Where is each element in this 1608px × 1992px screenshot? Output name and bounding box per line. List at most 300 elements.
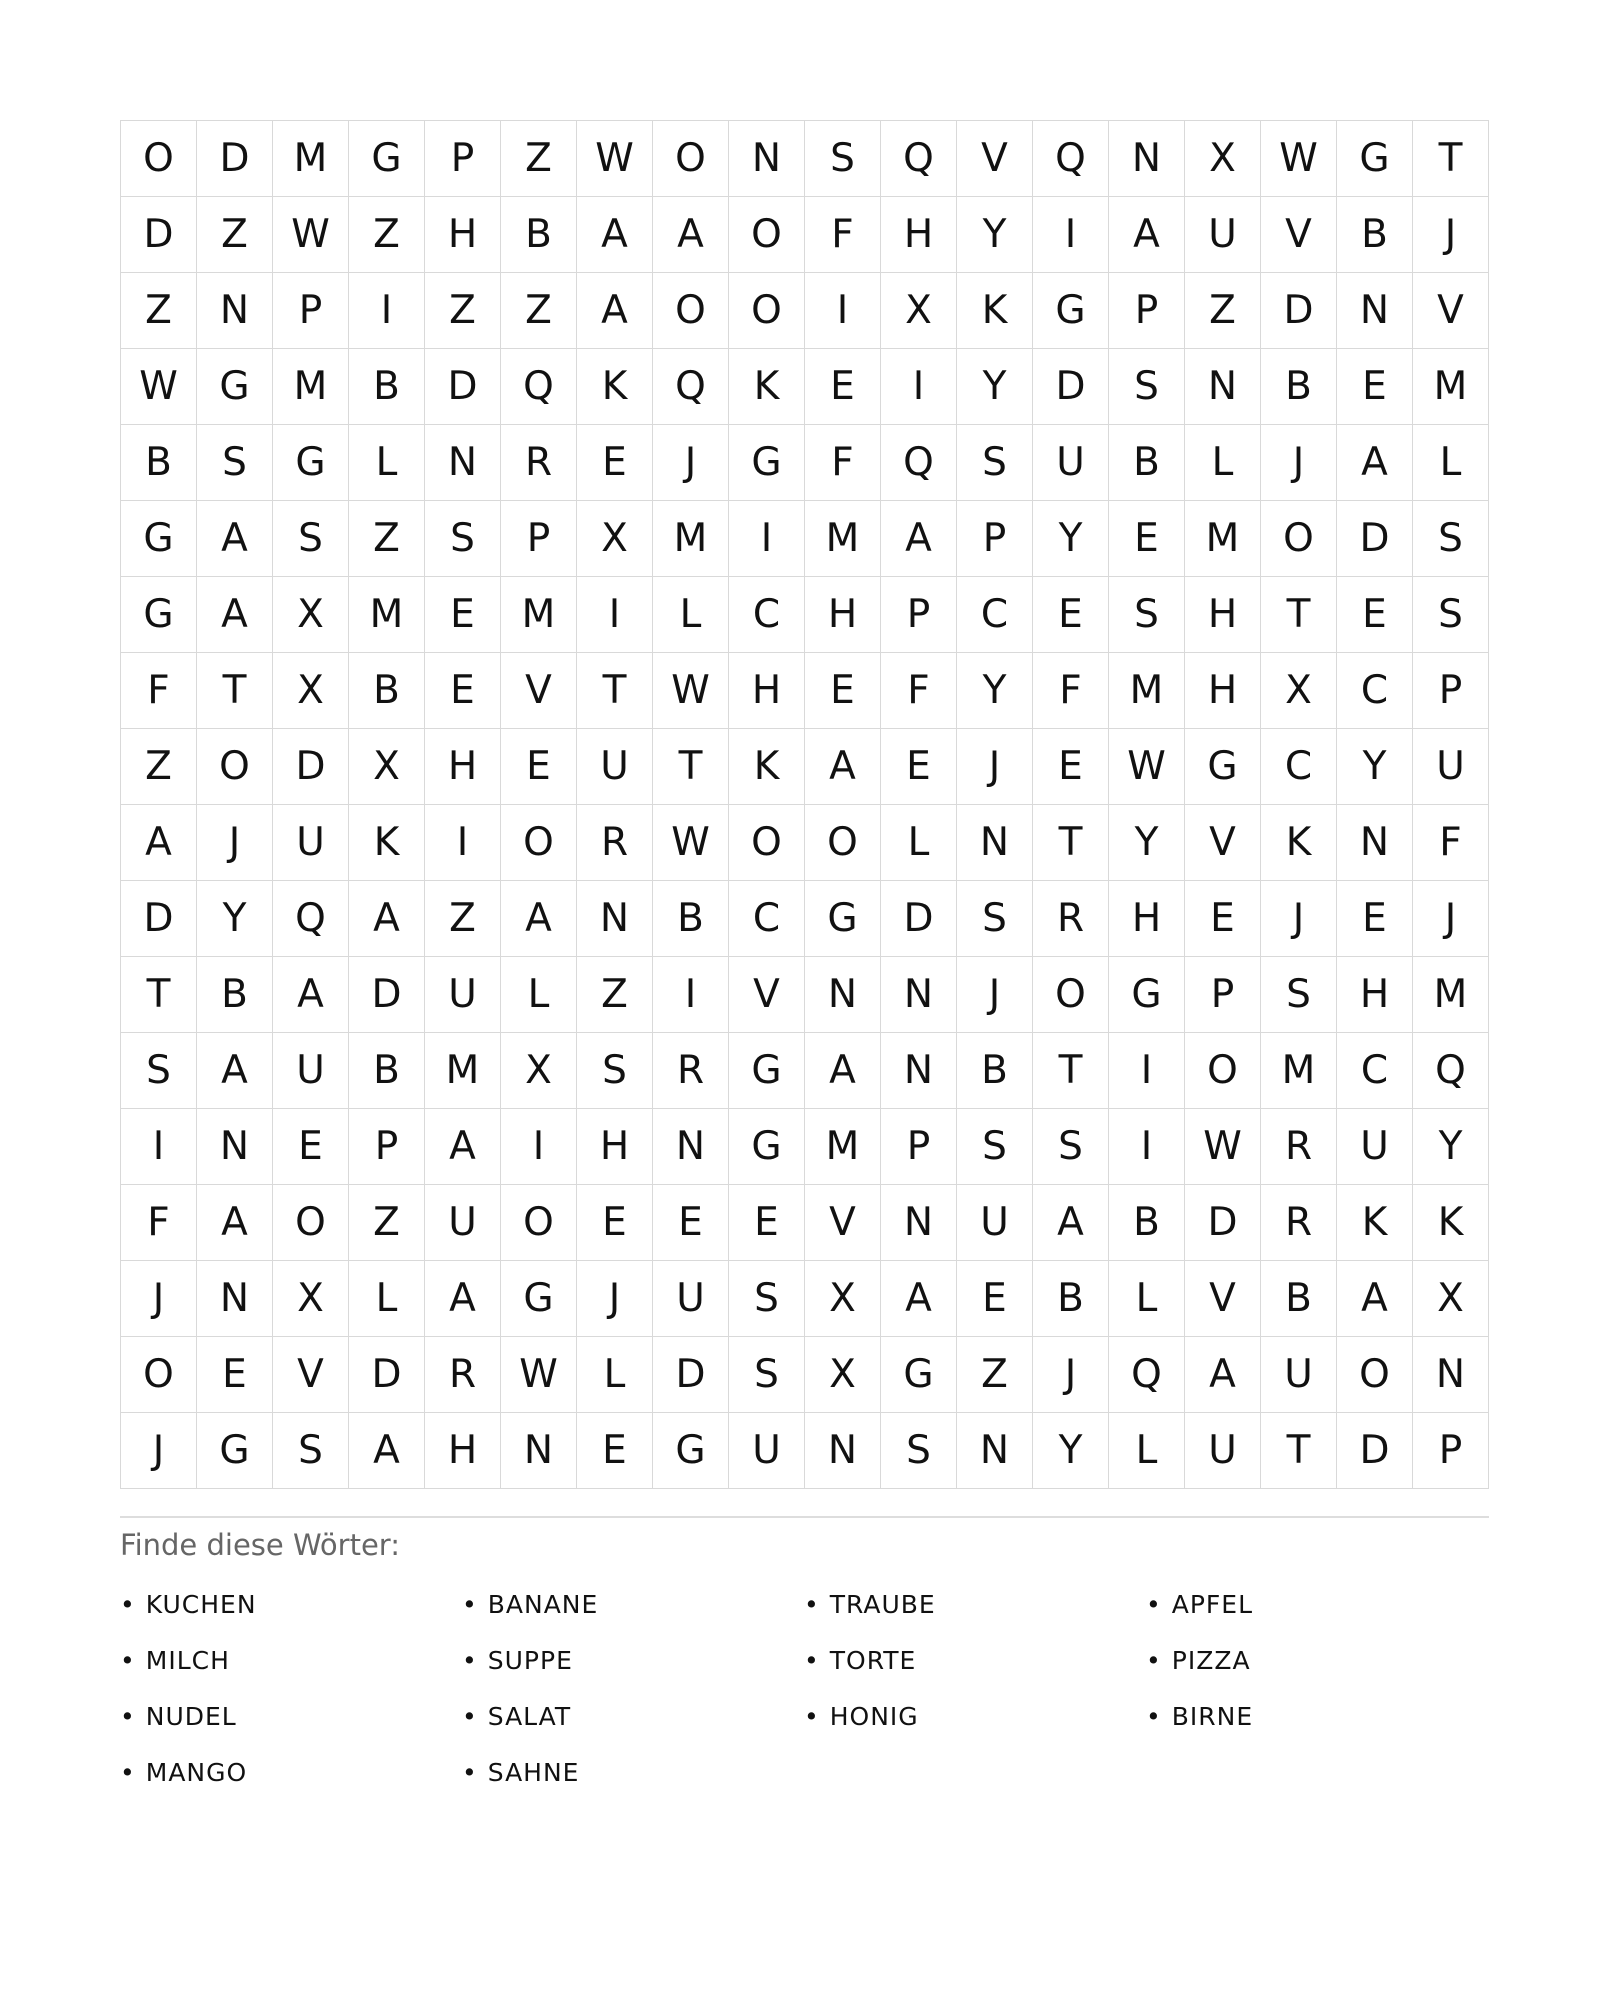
grid-cell[interactable]: J	[1413, 197, 1489, 273]
grid-cell[interactable]: Y	[1109, 805, 1185, 881]
grid-cell[interactable]: T	[1033, 805, 1109, 881]
grid-cell[interactable]: I	[121, 1109, 197, 1185]
grid-cell[interactable]: G	[197, 349, 273, 425]
grid-cell[interactable]: R	[425, 1337, 501, 1413]
grid-cell[interactable]: O	[1033, 957, 1109, 1033]
grid-cell[interactable]: B	[1109, 1185, 1185, 1261]
grid-cell[interactable]: B	[957, 1033, 1033, 1109]
grid-cell[interactable]: J	[197, 805, 273, 881]
grid-cell[interactable]: P	[501, 501, 577, 577]
grid-cell[interactable]: G	[729, 1109, 805, 1185]
grid-cell[interactable]: W	[273, 197, 349, 273]
grid-cell[interactable]: A	[805, 729, 881, 805]
grid-cell[interactable]: Q	[1109, 1337, 1185, 1413]
grid-cell[interactable]: W	[121, 349, 197, 425]
grid-cell[interactable]: A	[197, 1185, 273, 1261]
grid-cell[interactable]: M	[1109, 653, 1185, 729]
grid-cell[interactable]: W	[501, 1337, 577, 1413]
grid-cell[interactable]: E	[425, 653, 501, 729]
grid-cell[interactable]: L	[653, 577, 729, 653]
grid-cell[interactable]: Q	[273, 881, 349, 957]
grid-cell[interactable]: F	[1413, 805, 1489, 881]
grid-cell[interactable]: L	[577, 1337, 653, 1413]
grid-cell[interactable]: U	[425, 1185, 501, 1261]
grid-cell[interactable]: C	[729, 577, 805, 653]
grid-cell[interactable]: N	[197, 273, 273, 349]
grid-cell[interactable]: N	[957, 805, 1033, 881]
grid-cell[interactable]: A	[1337, 425, 1413, 501]
grid-cell[interactable]: D	[1261, 273, 1337, 349]
grid-cell[interactable]: E	[805, 349, 881, 425]
grid-cell[interactable]: X	[1185, 121, 1261, 197]
grid-cell[interactable]: B	[653, 881, 729, 957]
grid-cell[interactable]: K	[729, 729, 805, 805]
grid-cell[interactable]: C	[957, 577, 1033, 653]
grid-cell[interactable]: T	[653, 729, 729, 805]
grid-cell[interactable]: J	[1033, 1337, 1109, 1413]
grid-cell[interactable]: M	[1413, 349, 1489, 425]
grid-cell[interactable]: J	[577, 1261, 653, 1337]
grid-cell[interactable]: P	[881, 1109, 957, 1185]
grid-cell[interactable]: A	[1337, 1261, 1413, 1337]
grid-cell[interactable]: U	[1033, 425, 1109, 501]
grid-cell[interactable]: Z	[197, 197, 273, 273]
grid-cell[interactable]: V	[1261, 197, 1337, 273]
grid-cell[interactable]: T	[121, 957, 197, 1033]
grid-cell[interactable]: X	[577, 501, 653, 577]
grid-cell[interactable]: I	[653, 957, 729, 1033]
grid-cell[interactable]: N	[577, 881, 653, 957]
grid-cell[interactable]: J	[1261, 425, 1337, 501]
grid-cell[interactable]: A	[1033, 1185, 1109, 1261]
grid-cell[interactable]: V	[1185, 1261, 1261, 1337]
grid-cell[interactable]: S	[425, 501, 501, 577]
grid-cell[interactable]: N	[805, 957, 881, 1033]
grid-cell[interactable]: Z	[349, 197, 425, 273]
grid-cell[interactable]: N	[1185, 349, 1261, 425]
grid-cell[interactable]: E	[1337, 577, 1413, 653]
grid-cell[interactable]: F	[121, 1185, 197, 1261]
grid-cell[interactable]: K	[577, 349, 653, 425]
grid-cell[interactable]: N	[197, 1109, 273, 1185]
grid-cell[interactable]: A	[501, 881, 577, 957]
grid-cell[interactable]: P	[349, 1109, 425, 1185]
grid-cell[interactable]: A	[349, 1413, 425, 1489]
grid-cell[interactable]: D	[1185, 1185, 1261, 1261]
grid-cell[interactable]: Z	[957, 1337, 1033, 1413]
grid-cell[interactable]: K	[957, 273, 1033, 349]
grid-cell[interactable]: G	[805, 881, 881, 957]
grid-cell[interactable]: T	[197, 653, 273, 729]
grid-cell[interactable]: P	[273, 273, 349, 349]
grid-cell[interactable]: G	[1185, 729, 1261, 805]
grid-cell[interactable]: B	[1337, 197, 1413, 273]
grid-cell[interactable]: V	[273, 1337, 349, 1413]
grid-cell[interactable]: U	[957, 1185, 1033, 1261]
grid-cell[interactable]: X	[273, 653, 349, 729]
grid-cell[interactable]: Q	[501, 349, 577, 425]
grid-cell[interactable]: O	[729, 273, 805, 349]
grid-cell[interactable]: D	[197, 121, 273, 197]
grid-cell[interactable]: I	[729, 501, 805, 577]
grid-cell[interactable]: M	[805, 501, 881, 577]
grid-cell[interactable]: Y	[957, 197, 1033, 273]
grid-cell[interactable]: B	[197, 957, 273, 1033]
grid-cell[interactable]: A	[425, 1261, 501, 1337]
grid-cell[interactable]: E	[957, 1261, 1033, 1337]
grid-cell[interactable]: G	[1109, 957, 1185, 1033]
grid-cell[interactable]: N	[1337, 805, 1413, 881]
grid-cell[interactable]: Y	[957, 349, 1033, 425]
grid-cell[interactable]: K	[1413, 1185, 1489, 1261]
grid-cell[interactable]: F	[1033, 653, 1109, 729]
grid-cell[interactable]: S	[957, 881, 1033, 957]
grid-cell[interactable]: M	[273, 121, 349, 197]
grid-cell[interactable]: A	[121, 805, 197, 881]
grid-cell[interactable]: B	[349, 349, 425, 425]
grid-cell[interactable]: Q	[653, 349, 729, 425]
grid-cell[interactable]: L	[1109, 1261, 1185, 1337]
grid-cell[interactable]: Y	[197, 881, 273, 957]
grid-cell[interactable]: Z	[1185, 273, 1261, 349]
grid-cell[interactable]: W	[653, 805, 729, 881]
grid-cell[interactable]: I	[577, 577, 653, 653]
grid-cell[interactable]: U	[1261, 1337, 1337, 1413]
grid-cell[interactable]: J	[121, 1261, 197, 1337]
grid-cell[interactable]: D	[121, 197, 197, 273]
grid-cell[interactable]: P	[425, 121, 501, 197]
grid-cell[interactable]: D	[121, 881, 197, 957]
grid-cell[interactable]: T	[1261, 1413, 1337, 1489]
grid-cell[interactable]: K	[1337, 1185, 1413, 1261]
grid-cell[interactable]: E	[653, 1185, 729, 1261]
grid-cell[interactable]: D	[653, 1337, 729, 1413]
grid-cell[interactable]: O	[501, 1185, 577, 1261]
grid-cell[interactable]: S	[273, 1413, 349, 1489]
grid-cell[interactable]: B	[501, 197, 577, 273]
grid-cell[interactable]: C	[1337, 1033, 1413, 1109]
grid-cell[interactable]: B	[1109, 425, 1185, 501]
grid-cell[interactable]: A	[1185, 1337, 1261, 1413]
grid-cell[interactable]: U	[425, 957, 501, 1033]
grid-cell[interactable]: B	[349, 653, 425, 729]
grid-cell[interactable]: B	[121, 425, 197, 501]
grid-cell[interactable]: B	[1033, 1261, 1109, 1337]
grid-cell[interactable]: L	[1413, 425, 1489, 501]
grid-cell[interactable]: L	[1109, 1413, 1185, 1489]
grid-cell[interactable]: O	[653, 121, 729, 197]
grid-cell[interactable]: N	[1109, 121, 1185, 197]
grid-cell[interactable]: N	[881, 957, 957, 1033]
grid-cell[interactable]: P	[881, 577, 957, 653]
grid-cell[interactable]: X	[273, 577, 349, 653]
grid-cell[interactable]: E	[577, 1185, 653, 1261]
grid-cell[interactable]: S	[729, 1337, 805, 1413]
grid-cell[interactable]: X	[881, 273, 957, 349]
grid-cell[interactable]: I	[1109, 1109, 1185, 1185]
grid-cell[interactable]: H	[1185, 577, 1261, 653]
grid-cell[interactable]: E	[805, 653, 881, 729]
grid-cell[interactable]: A	[577, 197, 653, 273]
grid-cell[interactable]: Z	[349, 1185, 425, 1261]
grid-cell[interactable]: G	[501, 1261, 577, 1337]
grid-cell[interactable]: A	[881, 1261, 957, 1337]
grid-cell[interactable]: H	[577, 1109, 653, 1185]
grid-cell[interactable]: A	[881, 501, 957, 577]
grid-cell[interactable]: E	[1337, 881, 1413, 957]
grid-cell[interactable]: M	[349, 577, 425, 653]
grid-cell[interactable]: M	[1413, 957, 1489, 1033]
grid-cell[interactable]: E	[273, 1109, 349, 1185]
grid-cell[interactable]: M	[501, 577, 577, 653]
grid-cell[interactable]: D	[1337, 1413, 1413, 1489]
grid-cell[interactable]: O	[1185, 1033, 1261, 1109]
grid-cell[interactable]: M	[805, 1109, 881, 1185]
grid-cell[interactable]: G	[653, 1413, 729, 1489]
grid-cell[interactable]: G	[121, 577, 197, 653]
grid-cell[interactable]: G	[1033, 273, 1109, 349]
grid-cell[interactable]: A	[1109, 197, 1185, 273]
grid-cell[interactable]: F	[121, 653, 197, 729]
grid-cell[interactable]: N	[1413, 1337, 1489, 1413]
grid-cell[interactable]: J	[653, 425, 729, 501]
grid-cell[interactable]: P	[1109, 273, 1185, 349]
grid-cell[interactable]: U	[1185, 197, 1261, 273]
grid-cell[interactable]: E	[425, 577, 501, 653]
grid-cell[interactable]: R	[1261, 1185, 1337, 1261]
grid-cell[interactable]: O	[729, 197, 805, 273]
grid-cell[interactable]: T	[577, 653, 653, 729]
grid-cell[interactable]: P	[957, 501, 1033, 577]
grid-cell[interactable]: Z	[425, 881, 501, 957]
grid-cell[interactable]: O	[729, 805, 805, 881]
grid-cell[interactable]: N	[425, 425, 501, 501]
grid-cell[interactable]: E	[577, 425, 653, 501]
grid-cell[interactable]: V	[501, 653, 577, 729]
grid-cell[interactable]: E	[1033, 577, 1109, 653]
grid-cell[interactable]: X	[805, 1337, 881, 1413]
grid-cell[interactable]: U	[653, 1261, 729, 1337]
grid-cell[interactable]: H	[1109, 881, 1185, 957]
grid-cell[interactable]: N	[881, 1185, 957, 1261]
grid-cell[interactable]: S	[881, 1413, 957, 1489]
grid-cell[interactable]: X	[1413, 1261, 1489, 1337]
grid-cell[interactable]: X	[1261, 653, 1337, 729]
grid-cell[interactable]: N	[197, 1261, 273, 1337]
grid-cell[interactable]: F	[805, 425, 881, 501]
grid-cell[interactable]: O	[197, 729, 273, 805]
grid-cell[interactable]: D	[349, 957, 425, 1033]
grid-cell[interactable]: W	[577, 121, 653, 197]
grid-cell[interactable]: N	[653, 1109, 729, 1185]
grid-cell[interactable]: O	[653, 273, 729, 349]
grid-cell[interactable]: A	[197, 577, 273, 653]
grid-cell[interactable]: S	[121, 1033, 197, 1109]
grid-cell[interactable]: A	[197, 1033, 273, 1109]
grid-cell[interactable]: H	[1185, 653, 1261, 729]
grid-cell[interactable]: X	[501, 1033, 577, 1109]
grid-cell[interactable]: D	[273, 729, 349, 805]
grid-cell[interactable]: E	[577, 1413, 653, 1489]
grid-cell[interactable]: G	[197, 1413, 273, 1489]
grid-cell[interactable]: Z	[349, 501, 425, 577]
grid-cell[interactable]: S	[957, 425, 1033, 501]
grid-cell[interactable]: N	[729, 121, 805, 197]
grid-cell[interactable]: H	[425, 197, 501, 273]
grid-cell[interactable]: G	[729, 425, 805, 501]
grid-cell[interactable]: N	[881, 1033, 957, 1109]
grid-cell[interactable]: Y	[1033, 1413, 1109, 1489]
grid-cell[interactable]: A	[349, 881, 425, 957]
grid-cell[interactable]: P	[1413, 1413, 1489, 1489]
grid-cell[interactable]: U	[729, 1413, 805, 1489]
grid-cell[interactable]: C	[1337, 653, 1413, 729]
grid-cell[interactable]: D	[1337, 501, 1413, 577]
grid-cell[interactable]: G	[1337, 121, 1413, 197]
grid-cell[interactable]: I	[501, 1109, 577, 1185]
grid-cell[interactable]: V	[1185, 805, 1261, 881]
grid-cell[interactable]: E	[1337, 349, 1413, 425]
grid-cell[interactable]: B	[1261, 349, 1337, 425]
grid-cell[interactable]: S	[273, 501, 349, 577]
grid-cell[interactable]: Z	[425, 273, 501, 349]
grid-cell[interactable]: A	[653, 197, 729, 273]
grid-cell[interactable]: S	[1109, 349, 1185, 425]
grid-cell[interactable]: S	[1261, 957, 1337, 1033]
grid-cell[interactable]: K	[349, 805, 425, 881]
grid-cell[interactable]: L	[881, 805, 957, 881]
grid-cell[interactable]: Z	[577, 957, 653, 1033]
grid-cell[interactable]: E	[881, 729, 957, 805]
grid-cell[interactable]: V	[957, 121, 1033, 197]
grid-cell[interactable]: R	[1261, 1109, 1337, 1185]
grid-cell[interactable]: D	[1033, 349, 1109, 425]
grid-cell[interactable]: U	[577, 729, 653, 805]
grid-cell[interactable]: S	[577, 1033, 653, 1109]
grid-cell[interactable]: B	[349, 1033, 425, 1109]
grid-cell[interactable]: Z	[501, 121, 577, 197]
grid-cell[interactable]: R	[1033, 881, 1109, 957]
grid-cell[interactable]: J	[1261, 881, 1337, 957]
grid-cell[interactable]: E	[501, 729, 577, 805]
grid-cell[interactable]: Z	[501, 273, 577, 349]
grid-cell[interactable]: E	[197, 1337, 273, 1413]
grid-cell[interactable]: D	[425, 349, 501, 425]
grid-cell[interactable]: O	[121, 121, 197, 197]
grid-cell[interactable]: W	[653, 653, 729, 729]
grid-cell[interactable]: L	[349, 425, 425, 501]
grid-cell[interactable]: K	[1261, 805, 1337, 881]
grid-cell[interactable]: T	[1413, 121, 1489, 197]
grid-cell[interactable]: S	[197, 425, 273, 501]
grid-cell[interactable]: Q	[881, 425, 957, 501]
grid-cell[interactable]: X	[805, 1261, 881, 1337]
grid-cell[interactable]: E	[1185, 881, 1261, 957]
grid-cell[interactable]: W	[1261, 121, 1337, 197]
grid-cell[interactable]: E	[1109, 501, 1185, 577]
grid-cell[interactable]: A	[273, 957, 349, 1033]
grid-cell[interactable]: D	[881, 881, 957, 957]
grid-cell[interactable]: M	[653, 501, 729, 577]
grid-cell[interactable]: C	[1261, 729, 1337, 805]
grid-cell[interactable]: U	[1413, 729, 1489, 805]
grid-cell[interactable]: X	[273, 1261, 349, 1337]
grid-cell[interactable]: Y	[1413, 1109, 1489, 1185]
grid-cell[interactable]: I	[881, 349, 957, 425]
grid-cell[interactable]: O	[273, 1185, 349, 1261]
grid-cell[interactable]: A	[197, 501, 273, 577]
grid-cell[interactable]: I	[425, 805, 501, 881]
grid-cell[interactable]: U	[1185, 1413, 1261, 1489]
grid-cell[interactable]: I	[1109, 1033, 1185, 1109]
grid-cell[interactable]: I	[1033, 197, 1109, 273]
grid-cell[interactable]: T	[1261, 577, 1337, 653]
grid-cell[interactable]: Z	[121, 273, 197, 349]
grid-cell[interactable]: N	[805, 1413, 881, 1489]
grid-cell[interactable]: H	[1337, 957, 1413, 1033]
grid-cell[interactable]: A	[577, 273, 653, 349]
grid-cell[interactable]: O	[805, 805, 881, 881]
grid-cell[interactable]: N	[501, 1413, 577, 1489]
grid-cell[interactable]: P	[1413, 653, 1489, 729]
grid-cell[interactable]: H	[729, 653, 805, 729]
grid-cell[interactable]: S	[1109, 577, 1185, 653]
grid-cell[interactable]: S	[957, 1109, 1033, 1185]
grid-cell[interactable]: S	[729, 1261, 805, 1337]
grid-cell[interactable]: I	[805, 273, 881, 349]
grid-cell[interactable]: O	[121, 1337, 197, 1413]
grid-cell[interactable]: V	[805, 1185, 881, 1261]
grid-cell[interactable]: J	[957, 957, 1033, 1033]
grid-cell[interactable]: G	[729, 1033, 805, 1109]
grid-cell[interactable]: O	[1337, 1337, 1413, 1413]
grid-cell[interactable]: L	[349, 1261, 425, 1337]
grid-cell[interactable]: Y	[1337, 729, 1413, 805]
grid-cell[interactable]: S	[1413, 577, 1489, 653]
grid-cell[interactable]: F	[805, 197, 881, 273]
grid-cell[interactable]: K	[729, 349, 805, 425]
grid-cell[interactable]: I	[349, 273, 425, 349]
grid-cell[interactable]: P	[1185, 957, 1261, 1033]
grid-cell[interactable]: E	[729, 1185, 805, 1261]
grid-cell[interactable]: U	[273, 805, 349, 881]
grid-cell[interactable]: W	[1109, 729, 1185, 805]
grid-cell[interactable]: H	[425, 729, 501, 805]
grid-cell[interactable]: L	[1185, 425, 1261, 501]
grid-cell[interactable]: V	[1413, 273, 1489, 349]
grid-cell[interactable]: J	[1413, 881, 1489, 957]
grid-cell[interactable]: G	[121, 501, 197, 577]
grid-cell[interactable]: L	[501, 957, 577, 1033]
grid-cell[interactable]: D	[349, 1337, 425, 1413]
grid-cell[interactable]: U	[273, 1033, 349, 1109]
grid-cell[interactable]: T	[1033, 1033, 1109, 1109]
grid-cell[interactable]: H	[881, 197, 957, 273]
grid-cell[interactable]: M	[1185, 501, 1261, 577]
grid-cell[interactable]: G	[349, 121, 425, 197]
grid-cell[interactable]: J	[121, 1413, 197, 1489]
grid-cell[interactable]: Q	[881, 121, 957, 197]
grid-cell[interactable]: V	[729, 957, 805, 1033]
grid-cell[interactable]: H	[805, 577, 881, 653]
grid-cell[interactable]: A	[805, 1033, 881, 1109]
grid-cell[interactable]: B	[1261, 1261, 1337, 1337]
grid-cell[interactable]: R	[501, 425, 577, 501]
grid-cell[interactable]: S	[805, 121, 881, 197]
grid-cell[interactable]: Y	[957, 653, 1033, 729]
grid-cell[interactable]: H	[425, 1413, 501, 1489]
grid-cell[interactable]: N	[1337, 273, 1413, 349]
